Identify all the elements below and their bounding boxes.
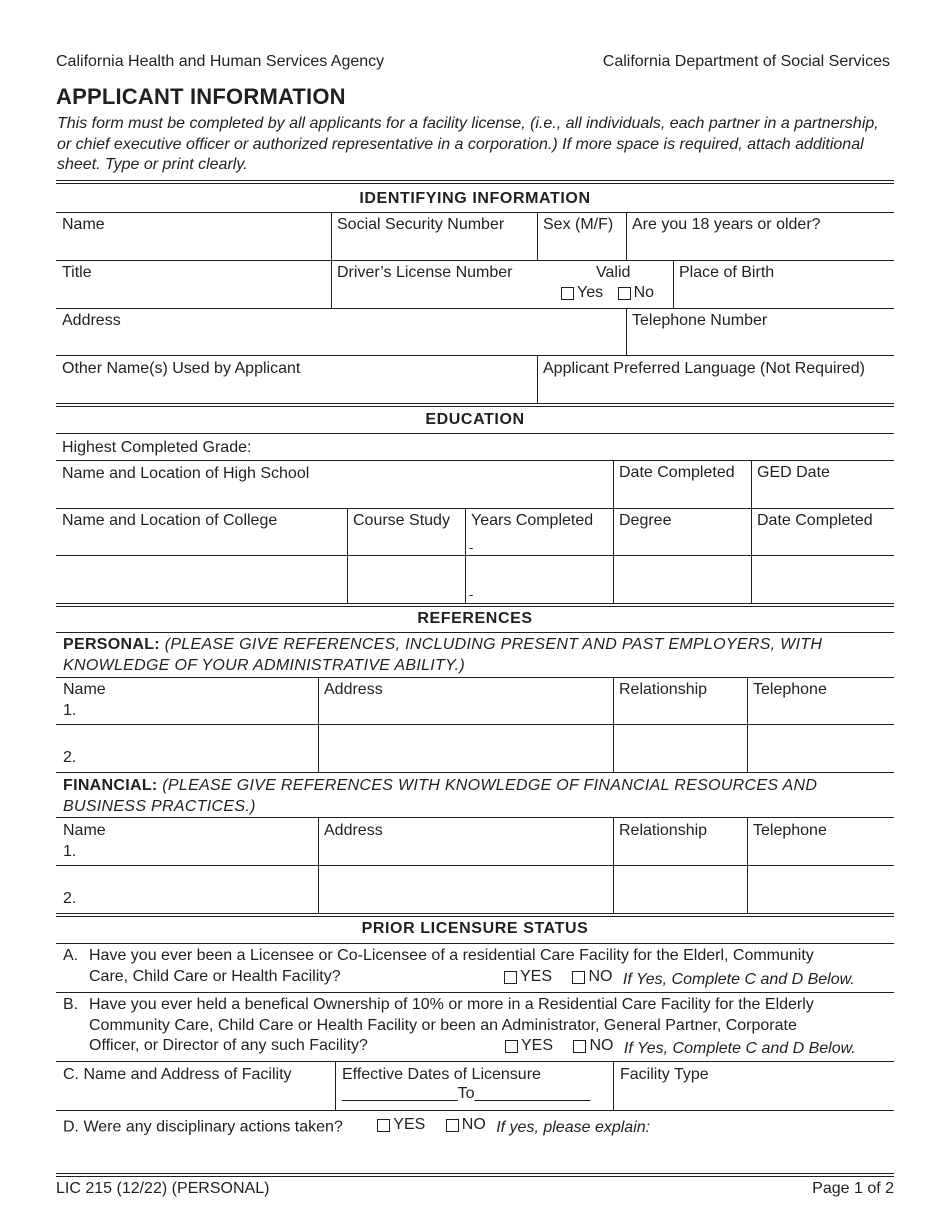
col-divider	[537, 212, 538, 260]
rule	[56, 433, 894, 434]
years-dash: -	[469, 587, 474, 602]
col-divider	[626, 212, 627, 260]
question-a-line1: Have you ever been a Licensee or Co-Licensee of a residential Care Facility for the Elderl, Community	[89, 947, 814, 964]
prior-heading: PRIOR LICENSURE STATUS	[361, 920, 589, 937]
rule	[56, 632, 894, 633]
form-id: LIC 215 (12/22) (PERSONAL)	[56, 1180, 270, 1197]
personal-instructions	[63, 635, 893, 676]
years-completed-field[interactable]: Years Completed	[471, 512, 594, 529]
name-field[interactable]: Name	[62, 216, 105, 233]
drivers-license-field[interactable]: Driver’s License Number	[337, 264, 513, 281]
checkbox-icon	[505, 1040, 518, 1053]
financial-label: FINANCIAL:	[63, 777, 158, 794]
rule	[56, 260, 894, 261]
section-divider	[56, 403, 894, 407]
rule	[56, 555, 894, 556]
section-divider	[56, 180, 894, 184]
personal-col-telephone: Telephone	[753, 681, 827, 698]
place-of-birth-field[interactable]: Place of Birth	[679, 264, 775, 281]
option-label: Yes	[577, 284, 604, 301]
checkbox-icon	[572, 971, 585, 984]
personal-col-address: Address	[324, 681, 383, 698]
effective-dates-label: Effective Dates of Licensure	[342, 1066, 541, 1083]
option-label: No	[633, 284, 655, 301]
col-divider	[673, 260, 674, 308]
rule	[56, 943, 894, 944]
course-study-field[interactable]: Course Study	[353, 512, 450, 529]
highest-grade-field[interactable]: Highest Completed Grade:	[62, 439, 252, 456]
col-divider	[613, 1061, 614, 1110]
question-b-options	[505, 1037, 856, 1058]
agency-name: California Health and Human Services Agency	[56, 53, 385, 70]
other-names-field[interactable]: Other Name(s) Used by Applicant	[62, 360, 301, 377]
checkbox-icon	[573, 1040, 586, 1053]
question-a-yes-checkbox[interactable]	[504, 968, 552, 986]
section-divider	[56, 603, 894, 607]
facility-name-address-field[interactable]: C. Name and Address of Facility	[63, 1066, 292, 1083]
checkbox-icon	[377, 1119, 390, 1132]
effective-dates-field[interactable]: _____________To_____________	[342, 1085, 591, 1102]
col-divider	[626, 308, 627, 355]
rule	[56, 460, 894, 461]
college-field[interactable]: Name and Location of College	[62, 512, 278, 529]
question-b-no-checkbox[interactable]	[573, 1037, 613, 1055]
question-d-yes-checkbox[interactable]	[377, 1116, 425, 1134]
rule	[56, 992, 894, 993]
rule	[56, 772, 894, 773]
footer-divider	[56, 1173, 894, 1177]
checkbox-icon	[618, 287, 631, 300]
valid-yes-checkbox[interactable]	[561, 284, 603, 302]
rule	[56, 1110, 894, 1111]
financial-row1-name[interactable]: 1.	[63, 843, 77, 860]
rule	[56, 677, 894, 678]
question-d-note: If yes, please explain:	[496, 1118, 651, 1136]
checkbox-icon	[504, 971, 517, 984]
col-divider	[537, 355, 538, 403]
page-title: APPLICANT INFORMATION	[56, 84, 346, 109]
form-instructions: This form must be completed by all applicants for a facility license, (i.e., all individuals, each partner in a partnership, or chief executive officer or authorized representative in a corporation.) If more space is required, attach additional sheet. Type or print clearly.	[57, 115, 879, 173]
rule	[56, 1061, 894, 1062]
rule	[56, 508, 894, 509]
department-name: California Department of Social Services	[602, 53, 890, 70]
financial-col-telephone: Telephone	[753, 822, 827, 839]
personal-col-name: Name	[63, 681, 106, 698]
telephone-field[interactable]: Telephone Number	[632, 312, 768, 329]
rule	[56, 212, 894, 213]
education-heading: EDUCATION	[425, 411, 525, 428]
personal-note: (PLEASE GIVE REFERENCES, INCLUDING PRESENT AND PAST EMPLOYERS, WITH KNOWLEDGE OF YOUR ADMINISTRATIVE ABILITY.)	[63, 636, 823, 674]
checkbox-icon	[561, 287, 574, 300]
financial-instructions	[63, 776, 893, 817]
question-a-line2: Care, Child Care or Health Facility?	[89, 968, 341, 985]
question-a-letter: A.	[63, 947, 79, 964]
section-divider	[56, 913, 894, 917]
personal-row1-name[interactable]: 1.	[63, 702, 77, 719]
ged-date-field[interactable]: GED Date	[757, 464, 830, 481]
ssn-field[interactable]: Social Security Number	[337, 216, 505, 233]
checkbox-icon	[446, 1119, 459, 1132]
rule	[56, 355, 894, 356]
question-b-line1: Have you ever held a benefical Ownership of 10% or more in a Residential Care Facility for the Elderly	[89, 996, 814, 1013]
question-b-line2: Community Care, Child Care or Health Facility or been an Administrator, General Partner, Corporate	[89, 1017, 797, 1034]
question-b-note: If Yes, Complete C and D Below.	[623, 1039, 856, 1057]
question-b-letter: B.	[63, 996, 79, 1013]
question-a-options	[504, 968, 855, 989]
identifying-heading: IDENTIFYING INFORMATION	[359, 190, 591, 207]
col-divider	[751, 460, 752, 603]
financial-row2-name[interactable]: 2.	[63, 890, 77, 907]
college-date-completed-field[interactable]: Date Completed	[757, 512, 873, 529]
option-label: YES	[521, 1037, 554, 1054]
personal-row2-name[interactable]: 2.	[63, 749, 77, 766]
question-a-note: If Yes, Complete C and D Below.	[622, 970, 855, 988]
rule	[56, 817, 894, 818]
degree-field[interactable]: Degree	[619, 512, 672, 529]
financial-col-name: Name	[63, 822, 106, 839]
col-divider	[613, 460, 614, 603]
personal-col-relationship: Relationship	[619, 681, 708, 698]
references-heading: REFERENCES	[417, 610, 533, 627]
rule	[56, 724, 894, 725]
option-label: YES	[520, 968, 553, 985]
page-number: Page 1 of 2	[812, 1180, 894, 1197]
address-field[interactable]: Address	[62, 312, 121, 329]
option-label: NO	[461, 1116, 486, 1133]
question-b-yes-checkbox[interactable]	[505, 1037, 553, 1055]
question-d-no-checkbox[interactable]	[446, 1116, 486, 1134]
sex-field[interactable]: Sex (M/F)	[543, 216, 614, 233]
valid-options	[561, 284, 654, 305]
rule	[56, 308, 894, 309]
option-label: NO	[588, 968, 613, 985]
option-label: NO	[589, 1037, 614, 1054]
question-d-label: D. Were any disciplinary actions taken?	[63, 1118, 343, 1136]
years-dash: -	[469, 540, 474, 555]
question-a-no-checkbox[interactable]	[572, 968, 612, 986]
age18-field[interactable]: Are you 18 years or older?	[632, 216, 821, 233]
form-page	[56, 0, 894, 1230]
rule	[56, 865, 894, 866]
col-divider	[335, 1061, 336, 1110]
option-label: YES	[393, 1116, 426, 1133]
title-field[interactable]: Title	[62, 264, 92, 281]
personal-label: PERSONAL:	[63, 636, 160, 653]
facility-type-field[interactable]: Facility Type	[620, 1066, 709, 1083]
financial-note: (PLEASE GIVE REFERENCES WITH KNOWLEDGE OF FINANCIAL RESOURCES AND BUSINESS PRACTICES.)	[63, 777, 818, 815]
financial-col-relationship: Relationship	[619, 822, 708, 839]
valid-no-checkbox[interactable]	[618, 284, 654, 302]
high-school-field[interactable]: Name and Location of High School	[62, 465, 310, 482]
preferred-language-field[interactable]: Applicant Preferred Language (Not Required)	[543, 360, 865, 377]
question-d	[63, 1116, 650, 1137]
financial-col-address: Address	[324, 822, 383, 839]
question-b-line3: Officer, or Director of any such Facility?	[89, 1037, 368, 1054]
hs-date-completed-field[interactable]: Date Completed	[619, 464, 735, 481]
valid-label: Valid	[596, 264, 631, 281]
